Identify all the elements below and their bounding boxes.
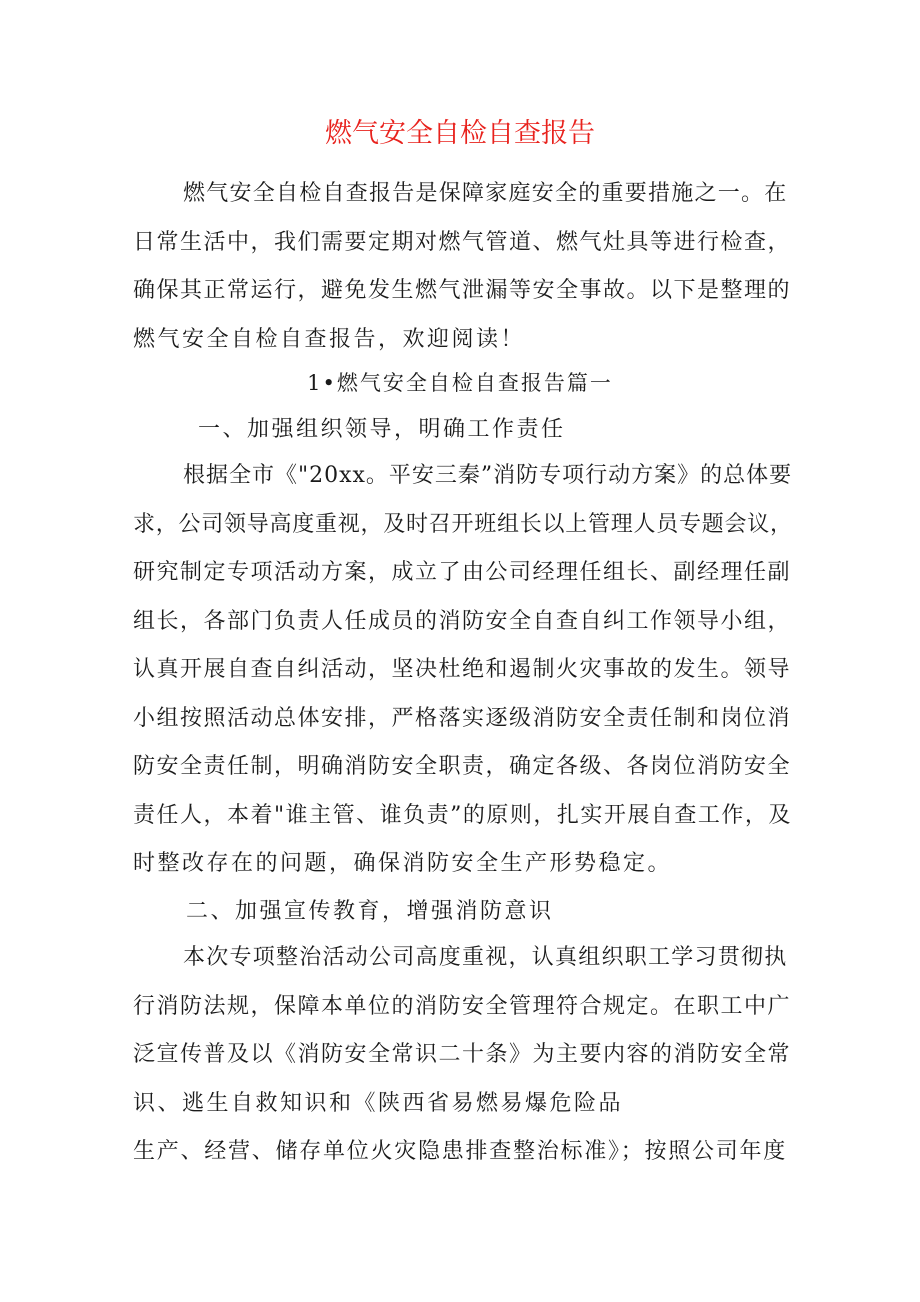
heading-publicity: 二、加强宣传教育，增强消防意识	[186, 899, 554, 924]
intro-line: 燃气安全自检自查报告是保障家庭安全的重要措施之一。在	[183, 181, 788, 206]
paragraph-line: 行消防法规，保障本单位的消防安全管理符合规定。在职工中广	[133, 993, 792, 1019]
paragraph-line: 防安全责任制，明确消防安全职责，确定各级、各岗位消防安全	[133, 754, 792, 779]
heading-organization: 一、加强组织领导，明确工作责任	[198, 417, 566, 442]
paragraph-line: 求，公司领导高度重视，及时召开班组长以上管理人员专题会议，	[133, 511, 793, 537]
section-title: 1•燃气安全自检自查报告篇一	[307, 371, 613, 395]
paragraph-line: 研究制定专项活动方案，成立了由公司经理任组长、副经理任副	[133, 560, 792, 585]
intro-line: 日常生活中，我们需要定期对燃气管道、燃气灶具等进行检查，	[133, 229, 792, 255]
paragraph-line: 本次专项整治活动公司高度重视，认真组织职工学习贯彻执	[183, 945, 788, 970]
paragraph-publicity	[133, 934, 793, 1177]
paragraph-line: 时整改存在的问题，确保消防安全生产形势稳定。	[133, 851, 673, 876]
intro-paragraph	[133, 170, 793, 364]
paragraph-line: 生产、经营、储存单位火灾隐患排查整治标准》；按照公司年度	[133, 1139, 788, 1164]
paragraph-line: 责任人，本着"谁主管、谁负责”的原则，扎实开展自查工作，及	[133, 802, 792, 828]
paragraph-line: 小组按照活动总体安排，严格落实逐级消防安全责任制和岗位消	[133, 705, 792, 731]
paragraph-line: 识、逃生自救知识和《陕西省易燃易爆危险品	[133, 1090, 624, 1116]
paragraph-line: 组长，各部门负责人任成员的消防安全自查自纠工作领导小组，	[133, 608, 792, 634]
paragraph-organization	[133, 452, 793, 889]
paragraph-line: 泛宣传普及以《消防安全常识二十条》为主要内容的消防安全常	[133, 1042, 792, 1067]
paragraph-line: 根据全市《"20xx。平安三秦”消防专项行动方案》的总体要	[183, 463, 793, 488]
paragraph-line: 认真开展自查自纠活动，坚决杜绝和遏制火灾事故的发生。领导	[133, 657, 792, 682]
intro-line: 燃气安全自检自查报告，欢迎阅读！	[133, 326, 526, 352]
intro-line: 确保其正常运行，避免发生燃气泄漏等安全事故。以下是整理的	[133, 278, 792, 303]
document-title: 燃气安全自检自查报告	[325, 118, 595, 149]
